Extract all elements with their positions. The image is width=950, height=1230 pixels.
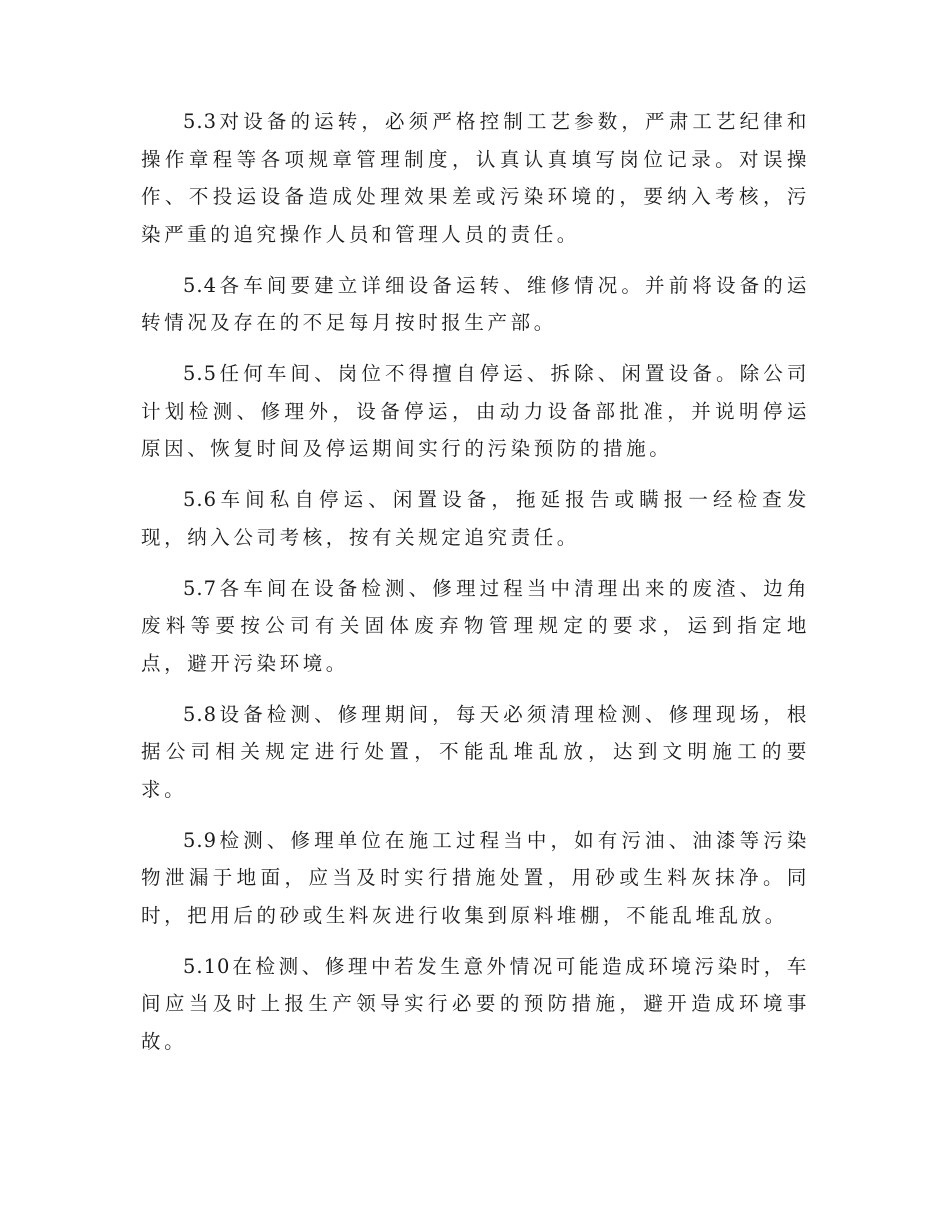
clause-text: 各车间在设备检测、修理过程当中清理出来的废渣、边角废料等要按公司有关固体废弃物管理规定的要求，运到指定地点，避开污染环境。 bbox=[141, 576, 810, 675]
clause-5-4 bbox=[141, 267, 810, 342]
clause-text: 任何车间、岗位不得擅自停运、拆除、闲置设备。除公司计划检测、修理外，设备停运，由动力设备部批准，并说明停运原因、恢复时间及停运期间实行的污染预防的措施。 bbox=[141, 362, 810, 460]
clause-number: 5.5 bbox=[183, 362, 218, 385]
clause-text: 车间私自停运、闲置设备，拖延报告或瞒报一经检查发现，纳入公司考核，按有关规定追究责任。 bbox=[141, 488, 810, 549]
clause-number: 5.10 bbox=[183, 954, 231, 978]
clause-5-9 bbox=[141, 822, 810, 935]
clause-text: 对设备的运转，必须严格控制工艺参数，严肃工艺纪律和操作章程等各项规章管理制度，认真认真填写岗位记录。对误操作、不投运设备造成处理效果差或污染环境的，要纳入考核，污染严重的追究操作人员和管理人员的责任。 bbox=[141, 110, 810, 246]
clause-number: 5.6 bbox=[183, 488, 218, 511]
clause-text: 设备检测、修理期间，每天必须清理检测、修理现场，根据公司相关规定进行处置，不能乱堆乱放，达到文明施工的要求。 bbox=[141, 702, 810, 801]
clause-number: 5.3 bbox=[183, 110, 218, 133]
clause-5-6 bbox=[141, 481, 810, 556]
clause-text: 各车间要建立详细设备运转、维修情况。并前将设备的运转情况及存在的不足每月按时报生产部。 bbox=[141, 273, 810, 334]
clause-number: 5.4 bbox=[183, 273, 218, 297]
clause-5-10 bbox=[141, 948, 810, 1061]
clause-5-5 bbox=[141, 355, 810, 468]
clause-5-8 bbox=[141, 696, 810, 809]
clause-5-3 bbox=[141, 103, 810, 253]
clause-text: 检测、修理单位在施工过程当中，如有污油、油漆等污染物泄漏于地面，应当及时实行措施处置，用砂或生料灰抹净。同时，把用后的砂或生料灰进行收集到原料堆棚，不能乱堆乱放。 bbox=[141, 828, 810, 927]
clause-number: 5.9 bbox=[183, 828, 218, 852]
clause-number: 5.7 bbox=[183, 576, 218, 600]
clause-5-7 bbox=[141, 570, 810, 683]
clause-number: 5.8 bbox=[183, 702, 218, 726]
clause-text: 在检测、修理中若发生意外情况可能造成环境污染时，车间应当及时上报生产领导实行必要的预防措施，避开造成环境事故。 bbox=[141, 954, 810, 1053]
